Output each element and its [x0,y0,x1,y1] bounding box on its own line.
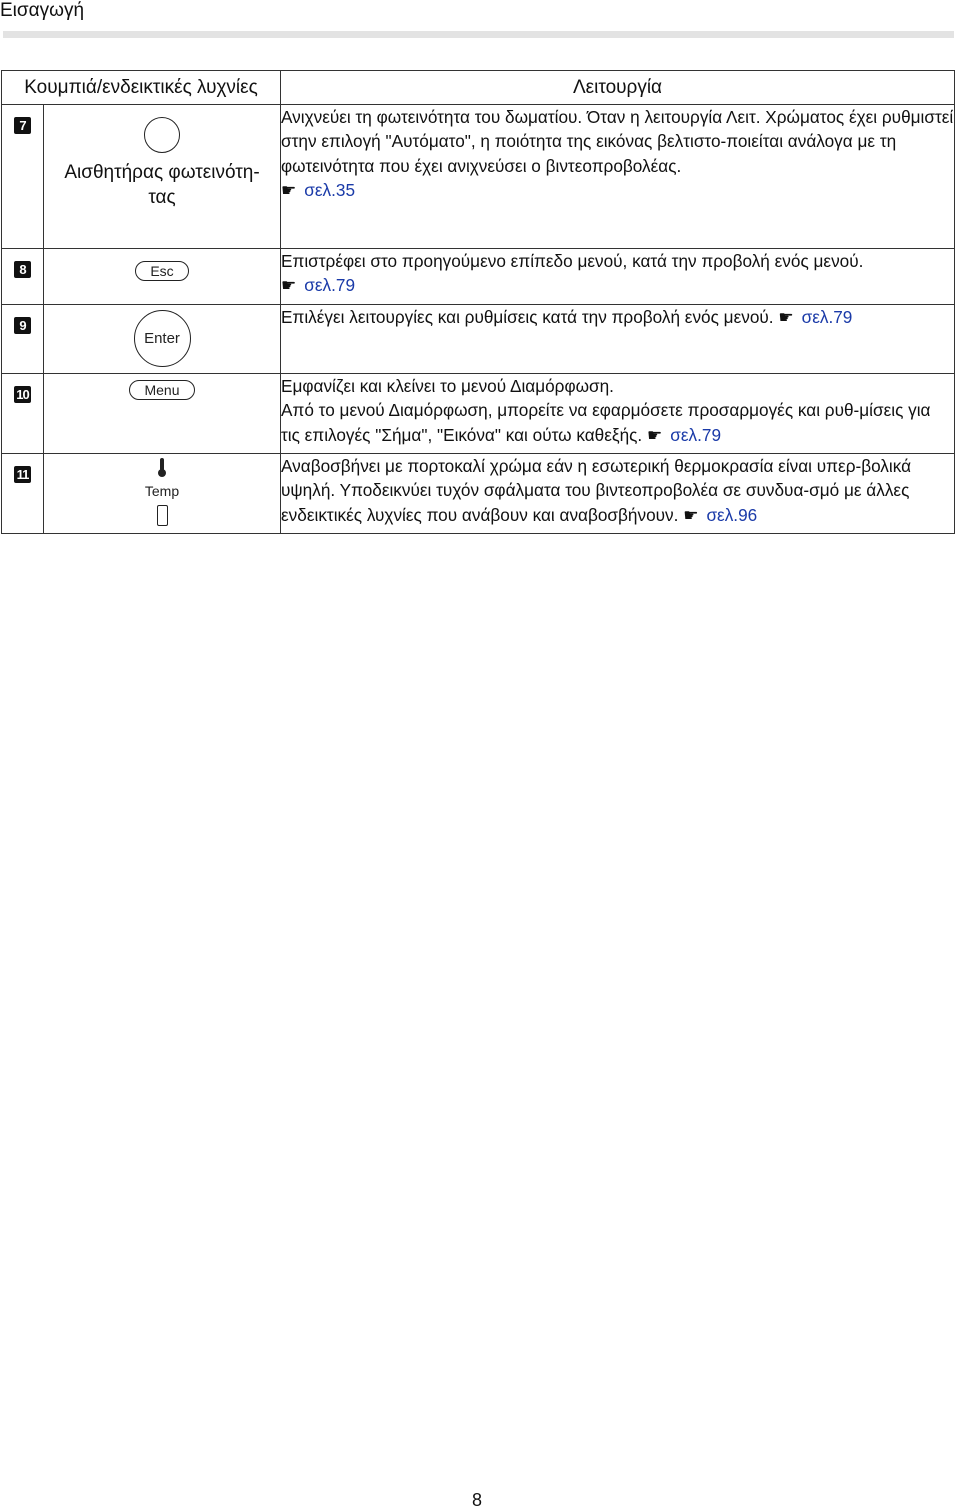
item-number-badge: 10 [14,386,31,403]
page-reference-link[interactable]: σελ.79 [670,424,722,445]
column-header-function: Λειτουργία [281,71,955,105]
item-number-badge: 9 [14,317,31,334]
header-rule [3,31,954,38]
page-number: 8 [471,1490,482,1510]
page-reference-link[interactable]: σελ.79 [304,275,356,296]
buttons-table [1,70,955,534]
page-reference-link[interactable]: σελ.96 [706,504,758,525]
table-row [2,454,955,534]
menu-button-icon: Menu [129,380,194,400]
pointing-hand-icon: ☛ [281,276,297,296]
table-row [2,105,955,249]
esc-button-icon: Esc [135,261,188,281]
item-number-badge: 11 [14,466,31,483]
pointing-hand-icon: ☛ [281,180,297,200]
function-description: Ανιχνεύει τη φωτεινότητα του δωματίου. Όταν η λειτουργία Λειτ. Χρώματος έχει ρυθμιστεί στην επιλογή "Αυτόματο", η ποιότητα της εικόνας βελτιστο-ποιείται ανάλογα με τη φωτεινότητα που έχει ανιχνεύσει ο βιντεοπροβολέας. [281,107,954,176]
pointing-hand-icon: ☛ [647,425,663,445]
page-section-title: Εισαγωγή [0,0,85,21]
enter-button-icon: Enter [134,310,191,367]
column-header-buttons: Κουμπιά/ενδεικτικές λυχνίες [2,71,281,105]
light-sensor-icon [144,117,180,153]
table-row [2,374,955,454]
temp-indicator-label: Temp [144,483,180,499]
function-description: Εμφανίζει και κλείνει το μενού Διαμόρφωση. [281,376,614,396]
function-description: Επιστρέφει στο προηγούμενο επίπεδο μενού, κατά την προβολή ενός μενού. [281,251,864,271]
table-row [2,305,955,374]
pointing-hand-icon: ☛ [683,505,699,525]
pointing-hand-icon: ☛ [778,308,794,327]
function-description: Αναβοσβήνει με πορτοκαλί χρώμα εάν η εσωτερική θερμοκρασία είναι υπερ-βολικά υψηλή. Υποδεικνύει τυχόν σφάλματα του βιντεοπροβολέα σε συνδυα-σμό με άλλες ενδεικτικές λυχνίες που ανάβουν και αναβοσβήνουν. [281,456,912,525]
sensor-label-cont: τας [148,187,176,208]
page-reference-link[interactable]: σελ.35 [304,179,356,200]
thermometer-icon [44,458,280,483]
function-description: Επιλέγει λειτουργίες και ρυθμίσεις κατά την προβολή ενός μενού. [281,307,774,327]
table-row [2,249,955,305]
item-number-badge: 8 [14,261,31,278]
sensor-label: Αισθητήρας φωτεινότη- [64,162,260,183]
page-reference-link[interactable]: σελ.79 [801,307,853,327]
item-number-badge: 7 [14,117,31,134]
temp-indicator-led-icon [157,505,168,526]
function-description-detail: Από το μενού Διαμόρφωση, μπορείτε να εφαρμόσετε προσαρμογές και ρυθ-μίσεις για τις επιλογές "Σήμα", "Εικόνα" και ούτω καθεξής. [281,400,931,445]
